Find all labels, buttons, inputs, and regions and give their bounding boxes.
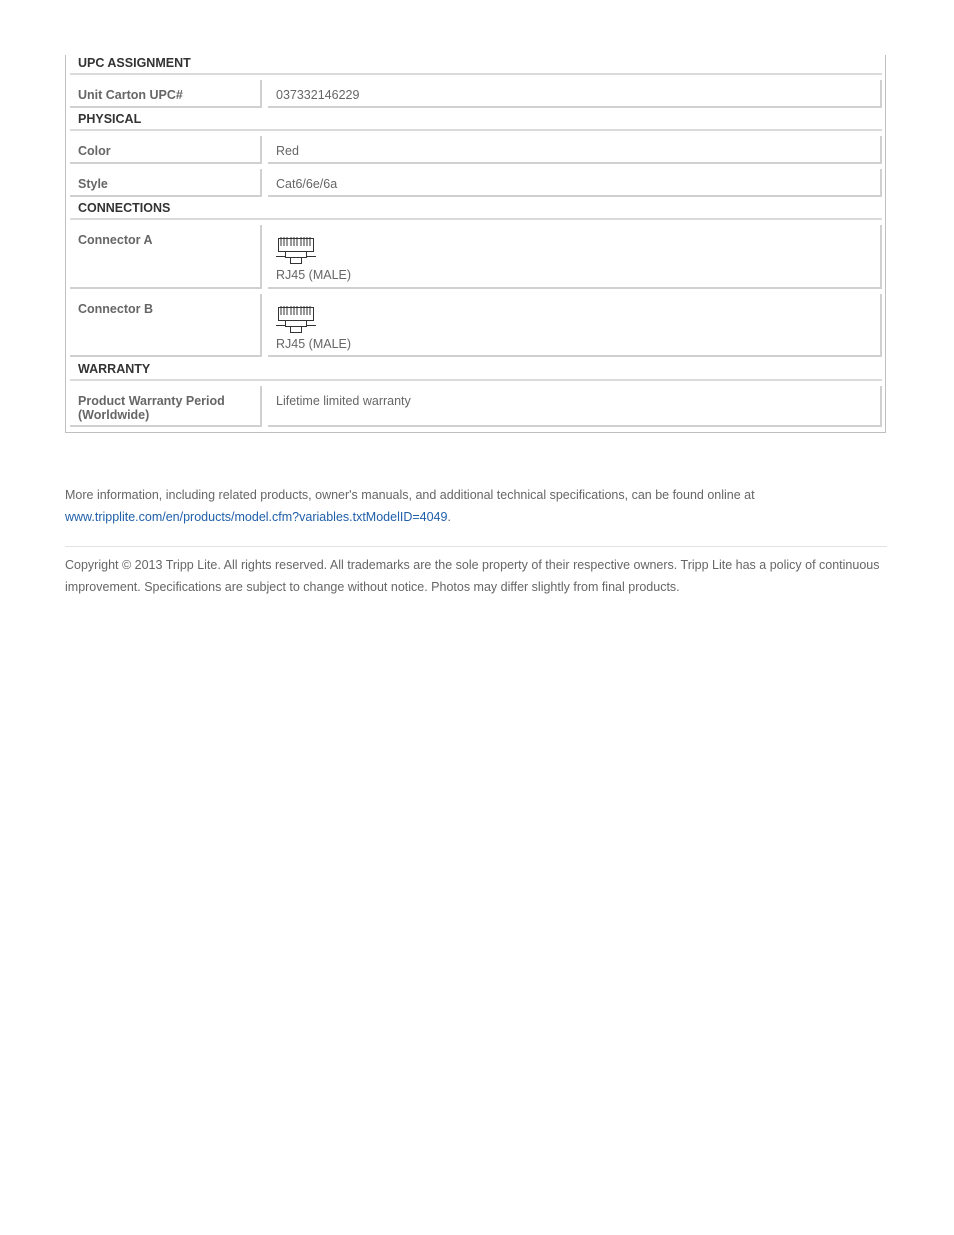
section-header-warranty [70,362,882,381]
more-info-text [65,484,887,528]
value-text: Red [276,144,299,158]
product-page-link[interactable]: www.tripplite.com/en/products/model.cfm?variables.txtModelID=4049 [65,510,448,524]
section-title: PHYSICAL [78,112,142,126]
label-text: Product Warranty Period (Worldwide) [78,394,225,422]
row-label-warranty [70,386,262,427]
row-value-warranty [268,386,882,427]
row-value-style [268,169,882,197]
info-sentence: More information, including related products, owner's manuals, and additional technical specifications, can be found online at [65,488,755,502]
value-text: Lifetime limited warranty [276,394,411,408]
section-header-upc [70,56,882,75]
section-title: WARRANTY [78,362,151,376]
link-suffix: . [447,510,451,524]
row-value-connector-b [268,294,882,357]
row-label-style [70,169,262,197]
value-text: 037332146229 [276,88,360,102]
label-text: Style [78,177,108,191]
label-text: Color [78,144,111,158]
footer-divider [65,546,887,547]
label-text: Connector B [78,302,153,316]
row-value-connector-a [268,225,882,289]
value-text: RJ45 (MALE) [276,337,352,351]
section-title: UPC ASSIGNMENT [78,56,191,70]
row-value-upc [268,80,882,108]
label-text: Unit Carton UPC# [78,88,183,102]
value-text: Cat6/6e/6a [276,177,338,191]
row-label-connector-b [70,294,262,357]
section-header-physical [70,112,882,131]
row-label-upc [70,80,262,108]
section-header-connections [70,201,882,220]
row-label-connector-a [70,225,262,289]
copyright-text: Copyright © 2013 Tripp Lite. All rights reserved. All trademarks are the sole property of their respective owners. Tripp Lite has a policy of continuous improvement. Specifications are subject to change without notice. Photos may differ slightly from final products. [65,558,880,594]
rj45-connector-icon [275,233,317,267]
label-text: Connector A [78,233,153,247]
value-text: RJ45 (MALE) [276,268,352,282]
section-title: CONNECTIONS [78,201,171,215]
row-label-color [70,136,262,164]
row-value-color [268,136,882,164]
rj45-connector-icon [275,302,317,336]
